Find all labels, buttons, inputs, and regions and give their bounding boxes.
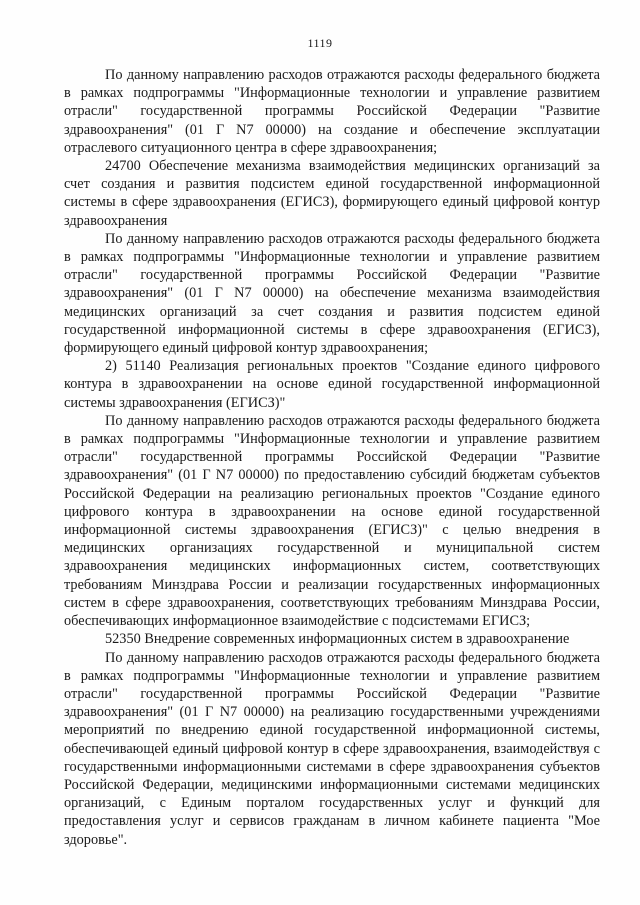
heading-51140: 2) 51140 Реализация региональных проектов "Создание единого цифрового контура в здравоохранении на основе единой государственной информационной системы здравоохранения (ЕГИСЗ)" <box>64 358 600 411</box>
paragraph-52350-description: По данному направлению расходов отражаются расходы федерального бюджета в рамках подпрограммы "Информационные технологии и управление развитием отрасли" государственной программы Российской Федерации "Развитие здравоохранения" (01 Г N7 00000) на реализацию государственными учреждениями мероприятий по внедрению единой государственной информационной системы, обеспечивающей единый цифровой контур в сфере здравоохранения, взаимодействуя с государственными информационными системами в сфере здравоохранения субъектов Российской Федерации, медицинскими информационными системами медицинских организаций, с Единым порталом государственных услуг и функций для предоставления услуг и сервисов гражданам в личном кабинете пациента "Мое здоровье". <box>64 649 600 848</box>
heading-24700: 24700 Обеспечение механизма взаимодействия медицинских организаций за счет создания и развития подсистем единой государственной информационной системы в сфере здравоохранения (ЕГИСЗ), формирующего единый цифровой контур здравоохранения <box>64 158 600 229</box>
heading-52350: 52350 Внедрение современных информационных систем в здравоохранение <box>105 631 570 648</box>
paragraph-24700-description: По данному направлению расходов отражаются расходы федерального бюджета в рамках подпрограммы "Информационные технологии и управление развитием отрасли" государственной программы Российской Федерации "Развитие здравоохранения" (01 Г N7 00000) на обеспечение механизма взаимодействия медицинских организаций за счет создания и развития подсистем единой государственной информационной системы в сфере здравоохранения (ЕГИСЗ), формирующего единый цифровой контур здравоохранения; <box>64 230 600 357</box>
paragraph-situational-center: По данному направлению расходов отражаются расходы федерального бюджета в рамках подпрограммы "Информационные технологии и управление развитием отрасли" государственной программы Российской Федерации "Развитие здравоохранения" (01 Г N7 00000) на создание и обеспечение эксплуатации отраслевого ситуационного центра в сфере здравоохранения; <box>64 67 600 156</box>
document-body <box>64 66 600 849</box>
page-number: 1119 <box>307 36 333 50</box>
paragraph-51140-description: По данному направлению расходов отражаются расходы федерального бюджета в рамках подпрограммы "Информационные технологии и управление развитием отрасли" государственной программы Российской Федерации "Развитие здравоохранения" (01 Г N7 00000) по предоставлению субсидий бюджетам субъектов Российской Федерации на реализацию региональных проектов "Создание единого цифрового контура в здравоохранении на основе единой государственной информационной системы здравоохранения (ЕГИСЗ)" с целью внедрения в медицинских организациях государственной и муниципальной систем здравоохранения медицинских информационных систем, соответствующих требованиям Минздрава России и реализации государственных информационных систем в сфере здравоохранения, соответствующих требованиям Минздрава России, обеспечивающих информационное взаимодействие с подсистемами ЕГИСЗ; <box>64 412 600 630</box>
